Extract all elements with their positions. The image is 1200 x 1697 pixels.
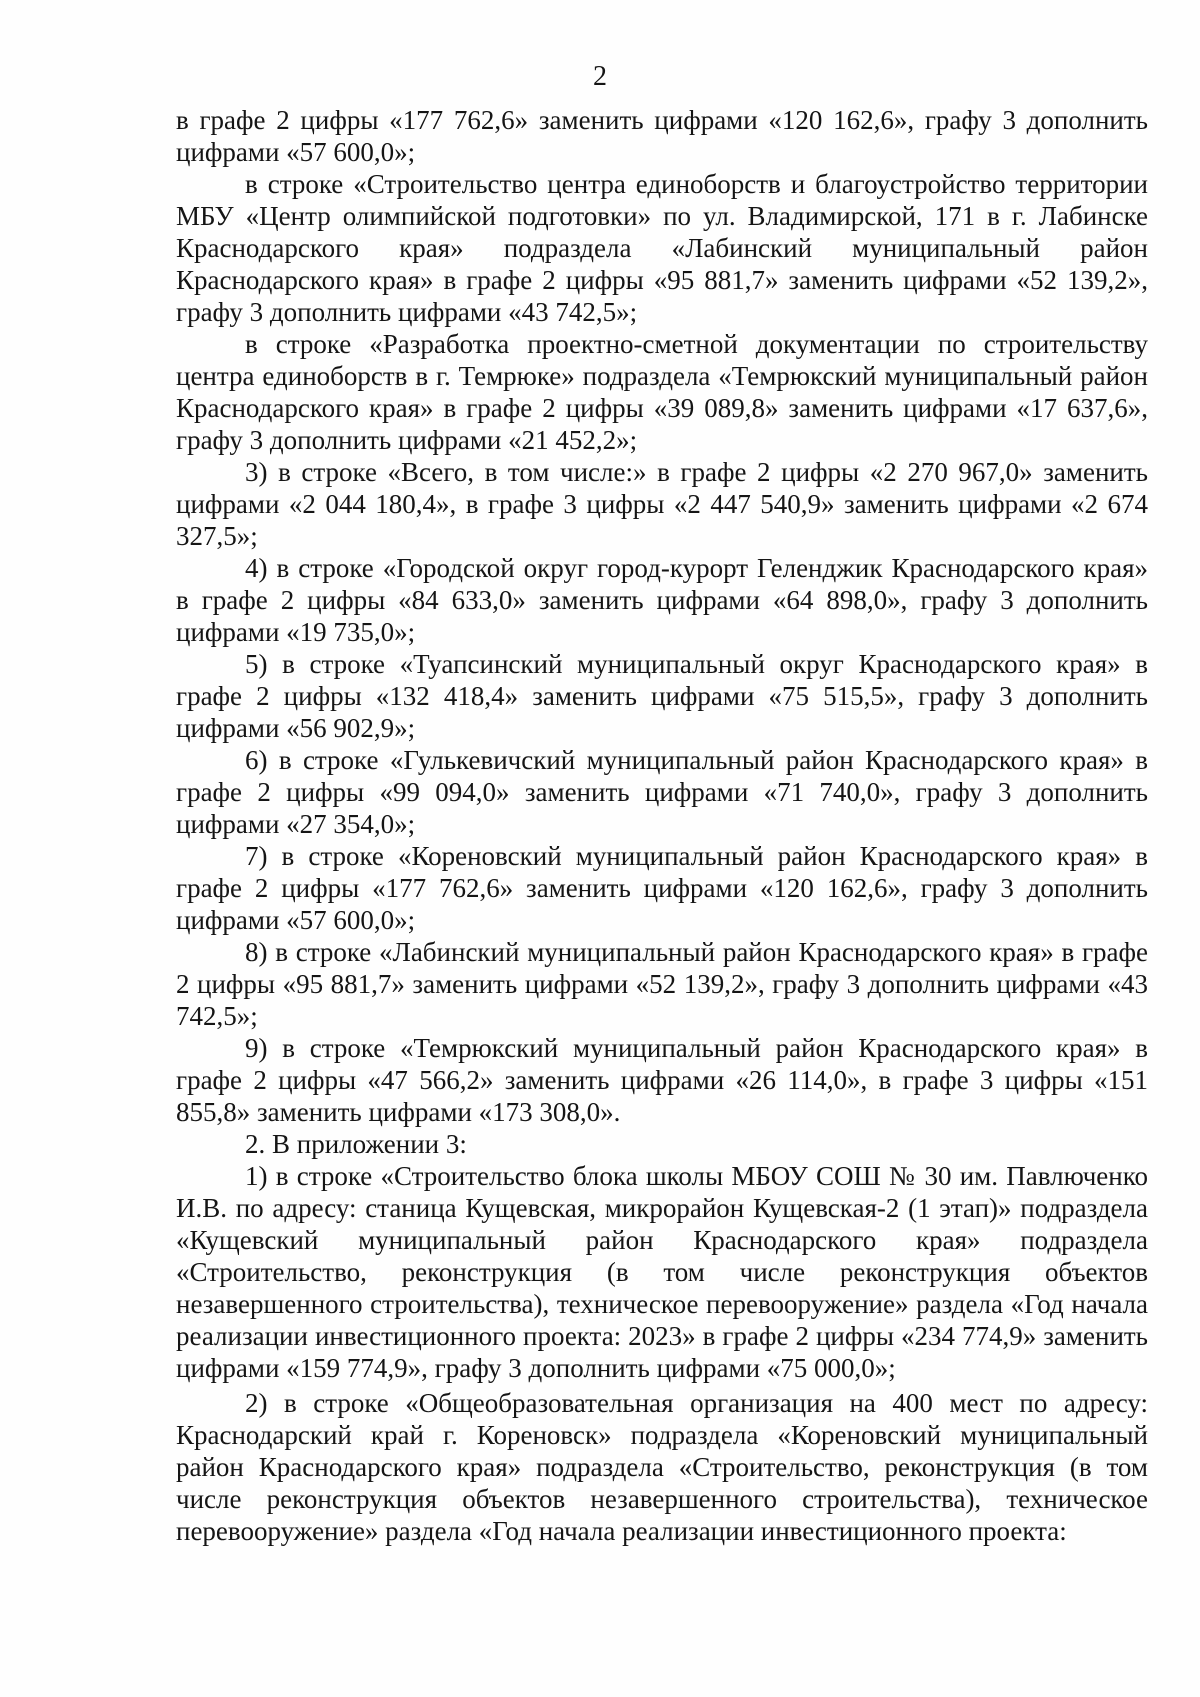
paragraph-item-5-tuapse: 5) в строке «Туапсинский муниципальный округ Краснодарского края» в графе 2 цифры «132 418,4» заменить цифрами «75 515,5», графу 3 дополнить цифрами «56 902,9»; — [176, 649, 1148, 743]
paragraph-item-8-labinsk: 8) в строке «Лабинский муниципальный район Краснодарского края» в графе 2 цифры «95 881,7» заменить цифрами «52 139,2», графу 3 дополнить цифрами «43 742,5»; — [176, 937, 1148, 1031]
paragraph-appendix-3-item-2: 2) в строке «Общеобразовательная организация на 400 мест по адресу: Краснодарский край г. Кореновск» подраздела «Кореновский муниципальный район Краснодарского края» подраздела «Строительство, реконструкция (в том числе реконструкция объектов незавершенного строительства), техническое перевооружение» раздела «Год начала реализации инвестиционного проекта: — [176, 1388, 1148, 1546]
paragraph-item-6-gulkevichi: 6) в строке «Гулькевичский муниципальный район Краснодарского края» в графе 2 цифры «99 094,0» заменить цифрами «71 740,0», графу 3 дополнить цифрами «27 354,0»; — [176, 745, 1148, 839]
paragraph-item-4-gelendzhik: 4) в строке «Городской округ город-курорт Геленджик Краснодарского края» в графе 2 цифры «84 633,0» заменить цифрами «64 898,0», графу 3 дополнить цифрами «19 735,0»; — [176, 553, 1148, 647]
page-number: 2 — [593, 61, 607, 92]
paragraph-design-docs-temryuk: в строке «Разработка проектно-сметной документации по строительству центра единоборств в г. Темрюке» подраздела «Темрюкский муниципальный район Краснодарского края» в графе 2 цифры «39 089,8» заменить цифрами «17 637,6», графу 3 дополнить цифрами «21 452,2»; — [176, 329, 1148, 455]
paragraph-item-9-temryuk: 9) в строке «Темрюкский муниципальный район Краснодарского края» в графе 2 цифры «47 566,2» заменить цифрами «26 114,0», в графе 3 цифры «151 855,8» заменить цифрами «173 308,0». — [176, 1033, 1148, 1127]
section-heading-appendix-3: 2. В приложении 3: — [245, 1129, 467, 1159]
paragraph-continuation: в графе 2 цифры «177 762,6» заменить цифрами «120 162,6», графу 3 дополнить цифрами «57 600,0»; — [176, 105, 1148, 167]
document-body — [176, 104, 1148, 1547]
paragraph-item-3-total: 3) в строке «Всего, в том числе:» в графе 2 цифры «2 270 967,0» заменить цифрами «2 044 180,4», в графе 3 цифры «2 447 540,9» заменить цифрами «2 674 327,5»; — [176, 457, 1148, 551]
paragraph-item-7-korenovsk: 7) в строке «Кореновский муниципальный район Краснодарского края» в графе 2 цифры «177 762,6» заменить цифрами «120 162,6», графу 3 дополнить цифрами «57 600,0»; — [176, 841, 1148, 935]
paragraph-appendix-3-item-1: 1) в строке «Строительство блока школы МБОУ СОШ № 30 им. Павлюченко И.В. по адресу: станица Кущевская, микрорайон Кущевская-2 (1 этап)» подраздела «Кущевский муниципальный район Краснодарского края» подраздела «Строительство, реконструкция (в том числе реконструкция объектов незавершенного строительства), техническое перевооружение» раздела «Год начала реализации инвестиционного проекта: 2023» в графе 2 цифры «234 774,9» заменить цифрами «159 774,9», графу 3 дополнить цифрами «75 000,0»; — [176, 1161, 1148, 1383]
paragraph-combat-center-labinsk: в строке «Строительство центра единоборств и благоустройство территории МБУ «Центр олимпийской подготовки» по ул. Владимирской, 171 в г. Лабинске Краснодарского края» подраздела «Лабинский муниципальный район Краснодарского края» в графе 2 цифры «95 881,7» заменить цифрами «52 139,2», графу 3 дополнить цифрами «43 742,5»; — [176, 169, 1148, 327]
